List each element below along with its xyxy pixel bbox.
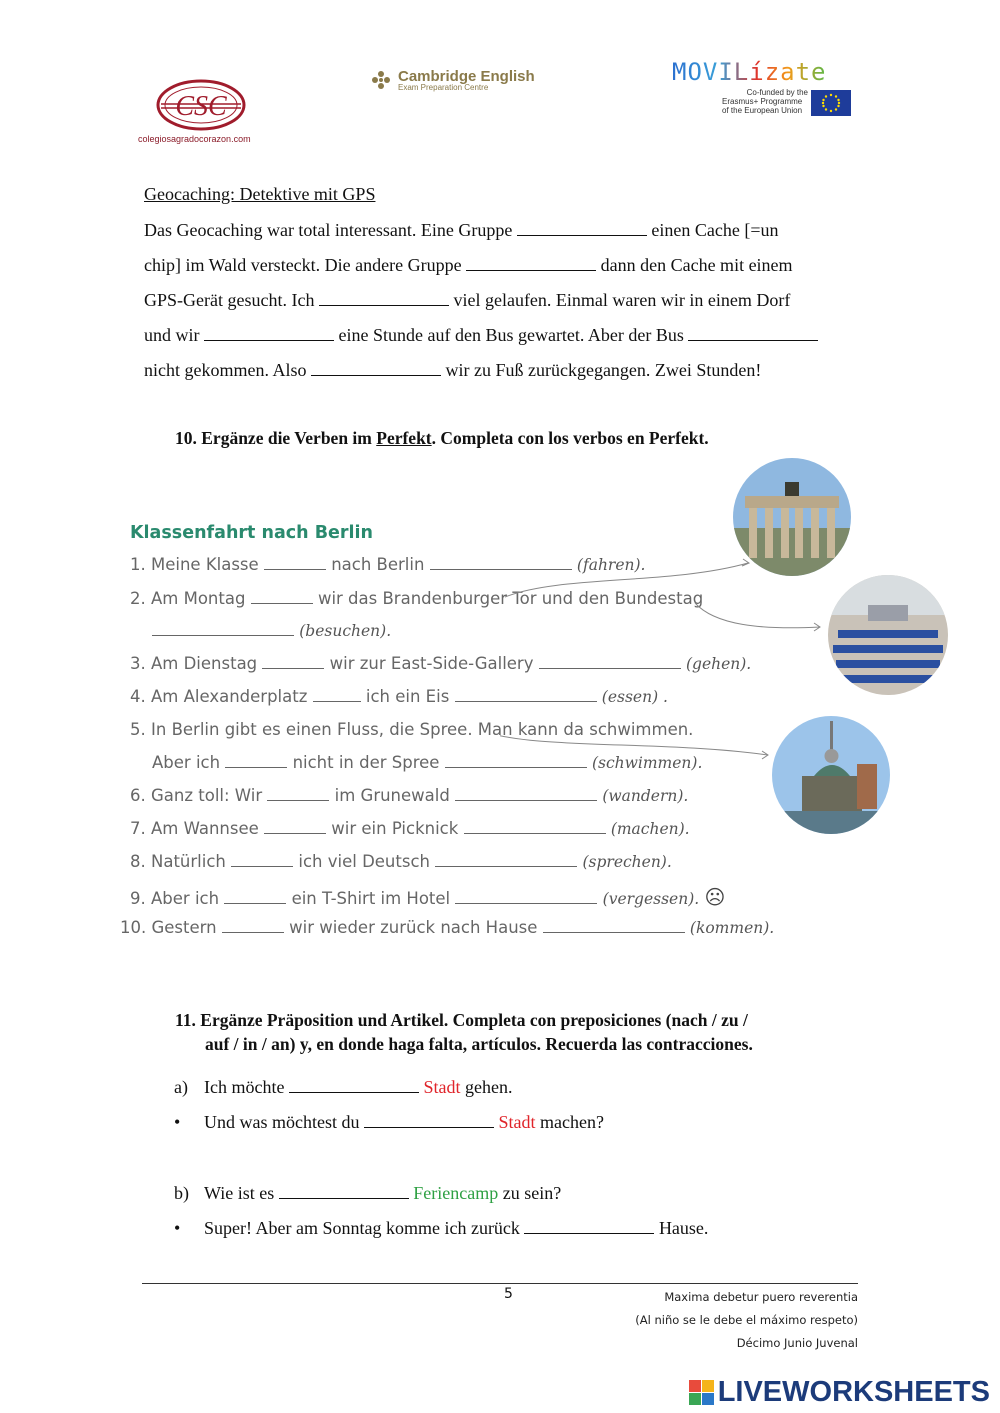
school-logo-text: CSC [175,91,227,122]
blank-aux-8[interactable] [231,853,293,867]
blank-participle-8[interactable] [435,853,577,867]
blank-aux-3[interactable] [262,655,324,669]
school-logo [155,78,247,133]
berlin-tv-tower-photo [772,716,890,834]
q11-bullet-1: • Und was möchtest du Stadt machen? [174,1112,604,1132]
blank-aux-5[interactable] [225,754,287,768]
eu-cofunded-text: Co-funded by the Erasmus+ Programme of the European Union [722,88,808,115]
q11-blank-bullet-1[interactable] [364,1111,494,1128]
exercise-row-3: 3. Am Dienstag wir zur East-Side-Gallery (gehen). [130,654,752,673]
cambridge-flower-icon [370,69,392,91]
movilizate-logo [672,58,827,86]
q11-item-a: a) Ich möchte Stadt gehen. [174,1077,513,1097]
footer-quote: Maxima debetur puero reverentia (Al niño se le debe el máximo respeto) Décimo Junio Juvenal [635,1290,858,1350]
geo-blank-6[interactable] [311,359,441,376]
geocaching-title: Geocaching: Detektive mit GPS [144,184,376,204]
q11-blank-bullet-2[interactable] [524,1217,654,1234]
footer-divider [142,1283,858,1284]
exercise-row-8: 8. Natürlich ich viel Deutsch (sprechen). [130,852,672,871]
blank-aux-10[interactable] [222,919,284,933]
movilizate-text: MOVILízate [672,58,827,86]
eu-flag-icon [811,90,851,116]
geo-blank-4[interactable] [204,324,334,341]
liveworksheets-brand[interactable] [689,1376,990,1409]
cambridge-subtitle: Exam Preparation Centre [398,83,489,92]
geo-line-1: Das Geocaching war total interessant. Eine Gruppe einen Cache [=un [144,220,779,240]
exercise-row-7: 7. Am Wannsee wir ein Picknick (machen). [130,819,690,838]
blank-participle-2[interactable] [152,622,294,636]
exercise-row-1: 1. Meine Klasse nach Berlin (fahren). [130,555,646,574]
exercise-row-10: 10. Gestern wir wieder zurück nach Hause (kommen). [120,918,775,937]
geo-line-4: und wir eine Stunde auf den Bus gewartet. Aber der Bus [144,318,858,353]
geo-blank-5[interactable] [688,324,818,341]
geo-line-2: chip] im Wald versteckt. Die andere Gruppe dann den Cache mit einem [144,255,793,275]
exercise-row-6: 6. Ganz toll: Wir im Grunewald (wandern). [130,786,689,805]
exercise-row-4: 4. Am Alexanderplatz ich ein Eis (essen) . [130,687,668,706]
exercise-row-9: 9. Aber ich ein T-Shirt im Hotel (vergessen). ☹ [130,885,726,909]
blank-aux-1[interactable] [264,556,326,570]
q10-title: 10. Ergänze die Verben im Perfekt. Completa con los verbos en Perfekt. [175,428,709,448]
blank-aux-2[interactable] [251,590,313,604]
q11-item-b: b) Wie ist es Feriencamp zu sein? [174,1183,562,1203]
liveworksheets-icon [689,1380,714,1405]
sad-face-icon: ☹ [704,885,726,909]
blank-participle-9[interactable] [455,890,597,904]
geo-blank-3[interactable] [319,289,449,306]
geo-blank-1[interactable] [517,219,647,236]
q11-bullet-2: • Super! Aber am Sonntag komme ich zurück Hause. [174,1218,709,1238]
geo-blank-2[interactable] [466,254,596,271]
q11-blank-a[interactable] [289,1076,419,1093]
exercise-row-2: 2. Am Montag wir das Brandenburger Tor und den Bundestag [130,589,704,608]
bundestag-photo [828,575,948,695]
blank-participle-7[interactable] [464,820,606,834]
cambridge-logo [370,68,535,92]
q11-blank-b[interactable] [279,1182,409,1199]
geo-line-5: nicht gekommen. Also wir zu Fuß zurückgegangen. Zwei Stunden! [144,360,762,380]
blank-participle-6[interactable] [455,787,597,801]
exercise-row-2b: (besuchen). [152,621,391,640]
blank-aux-4[interactable] [313,688,361,702]
school-url: colegiosagradocorazon.com [138,134,251,144]
liveworksheets-text: LIVEWORKSHEETS [717,1376,990,1408]
blank-aux-6[interactable] [267,787,329,801]
blank-participle-10[interactable] [543,919,685,933]
blank-aux-9[interactable] [224,890,286,904]
geocaching-text [144,213,858,388]
q11-title: 11. Ergänze Präposition und Artikel. Completa con preposiciones (nach / zu / auf / in / an) y, en donde haga falta, artículos. Recuerda las contracciones. [175,1010,753,1054]
page-number: 5 [504,1286,513,1302]
cambridge-title: Cambridge English [398,68,535,85]
exercise-row-5: 5. In Berlin gibt es einen Fluss, die Spree. Man kann da schwimmen. [130,720,694,739]
blank-aux-7[interactable] [264,820,326,834]
exercise-title: Klassenfahrt nach Berlin [130,523,373,543]
brandenburger-tor-photo [733,458,851,576]
exercise-row-5b: Aber ich nicht in der Spree (schwimmen). [152,753,703,772]
geo-line-3: GPS-Gerät gesucht. Ich viel gelaufen. Einmal waren wir in einem Dorf [144,290,791,310]
